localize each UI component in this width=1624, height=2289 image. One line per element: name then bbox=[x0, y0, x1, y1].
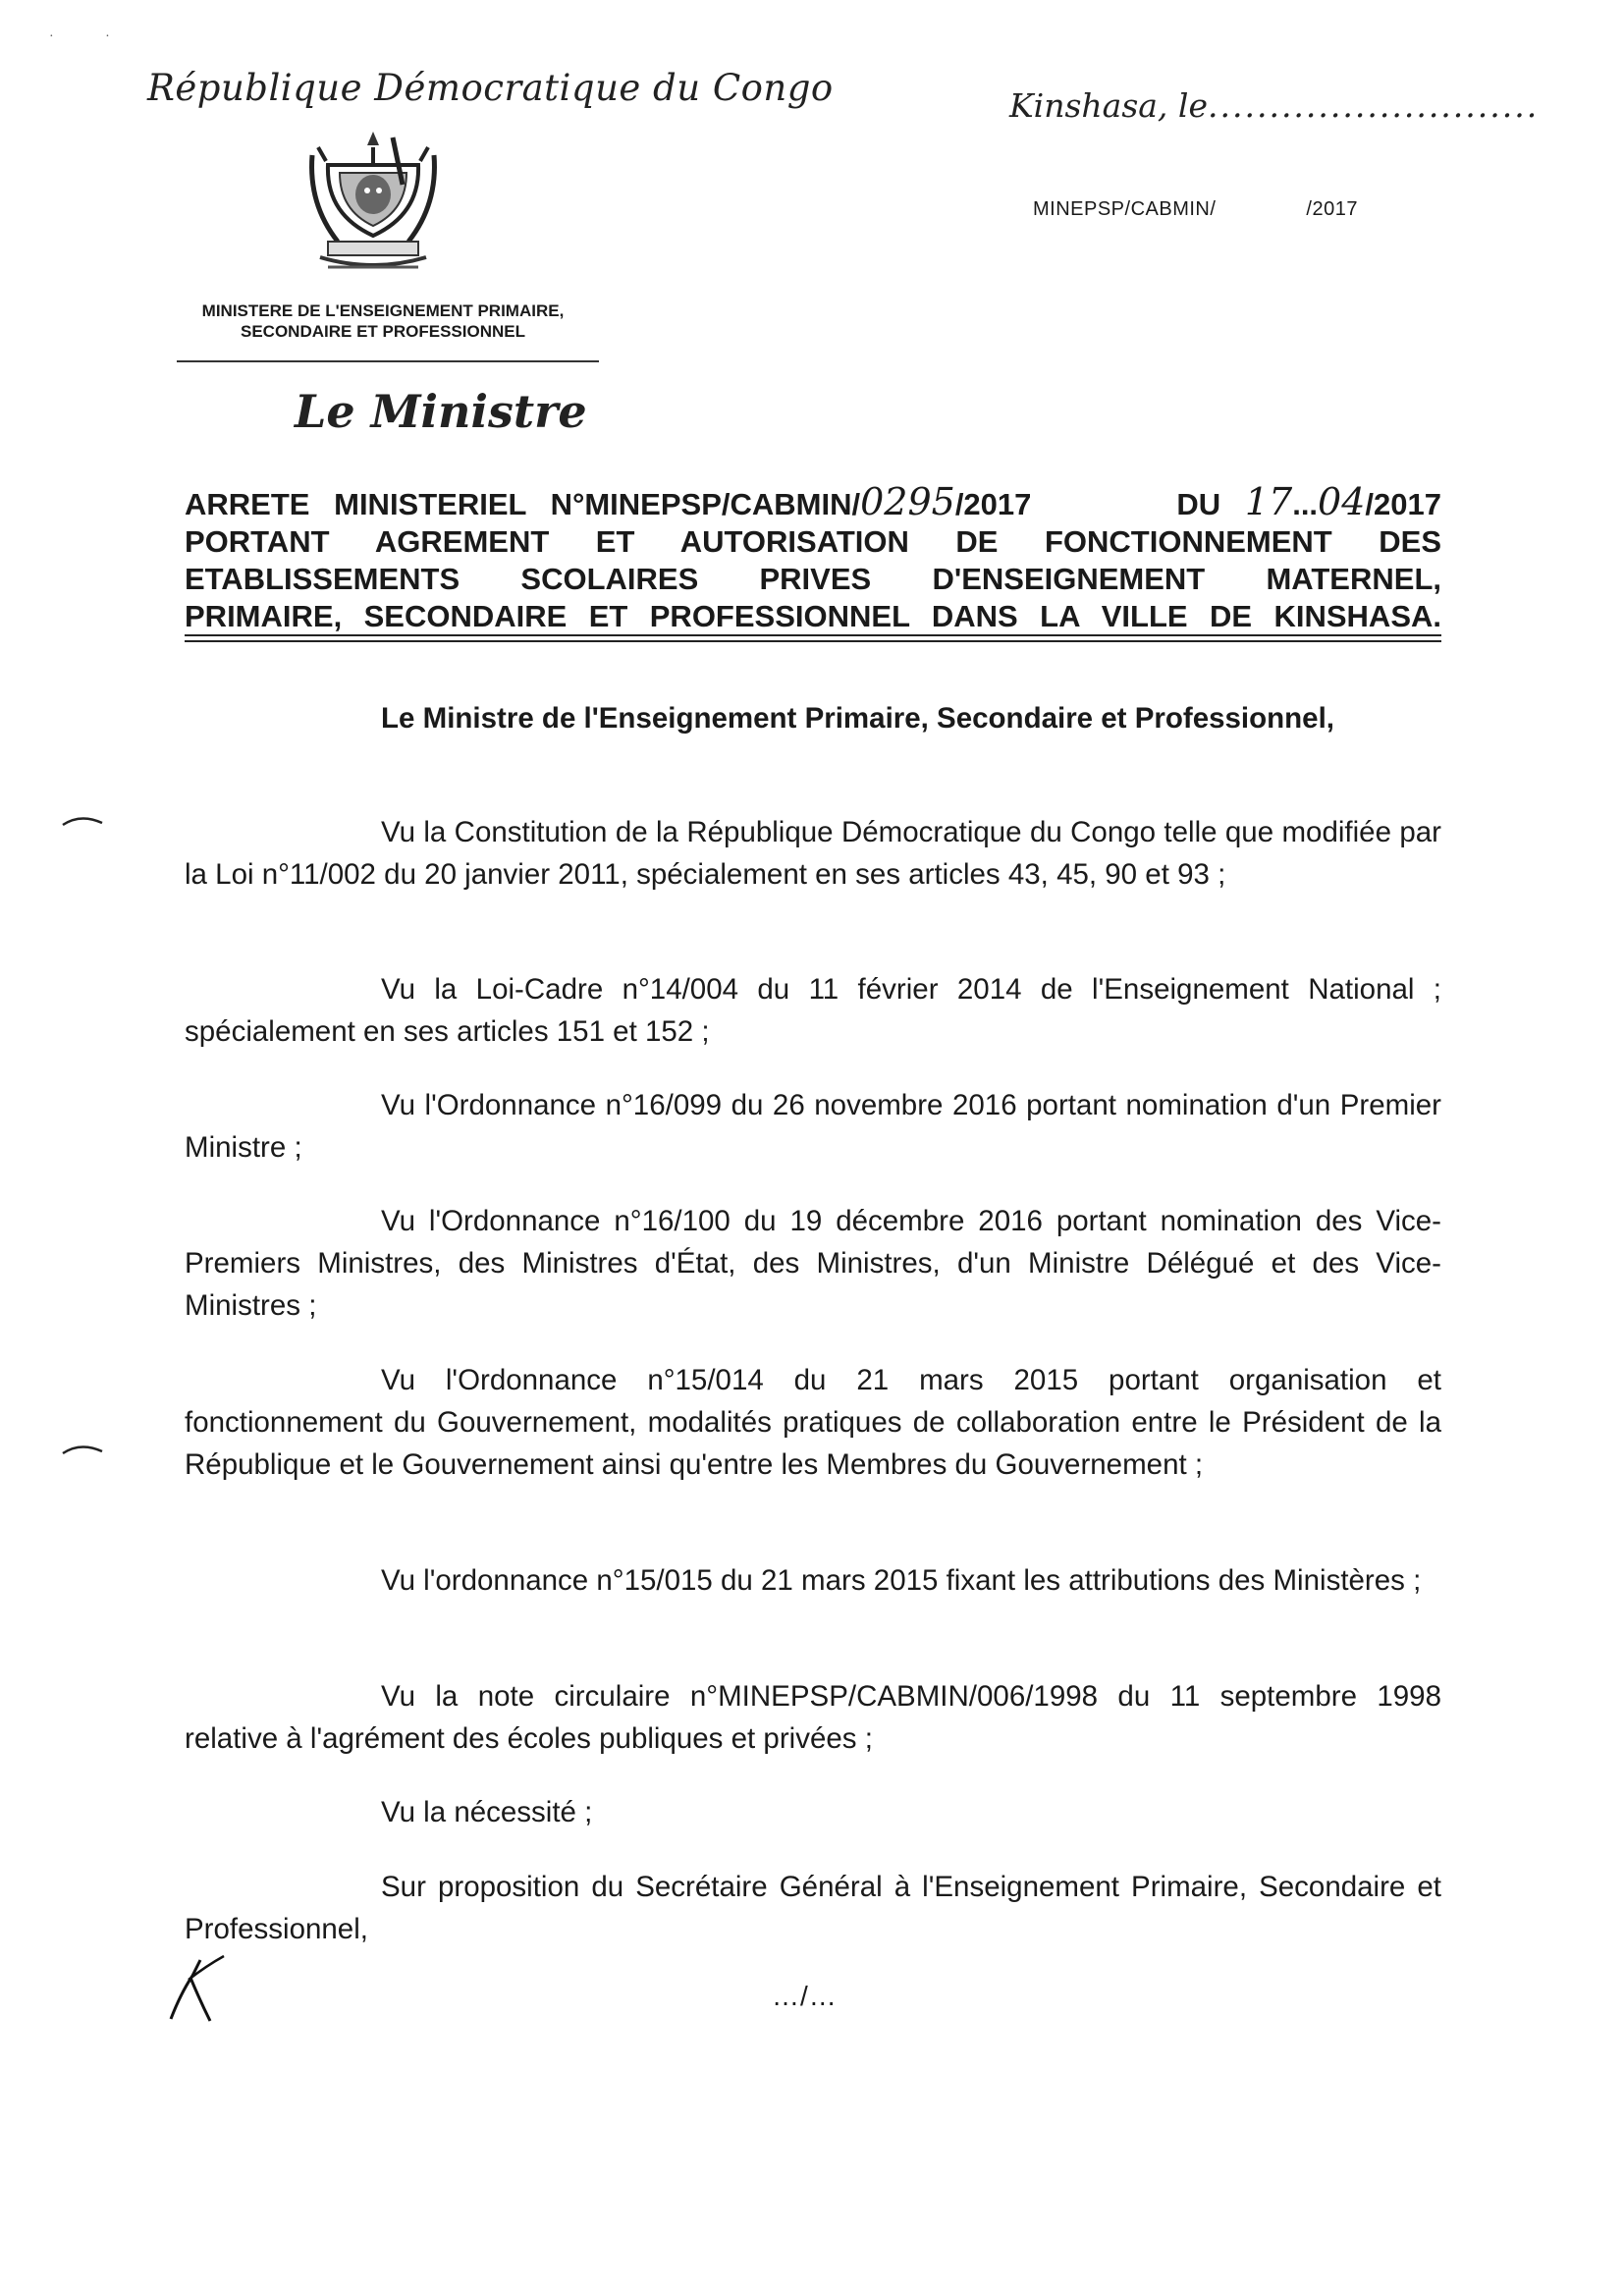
title-underline-second bbox=[185, 640, 1441, 642]
recital-text: Vu la Loi-Cadre n°14/004 du 11 février 2014 de l'Enseignement National ; spécialement en ses articles 151 et 152 ; bbox=[185, 973, 1441, 1048]
decree-title bbox=[185, 480, 1441, 635]
recital-text: Vu la Constitution de la République Démocratique du Congo telle que modifiée par la Loi n°11/002 du 20 janvier 2011, spécialement en ses articles 43, 45, 90 et 93 ; bbox=[185, 816, 1441, 891]
recital-5 bbox=[185, 1359, 1441, 1486]
recital-3 bbox=[185, 1084, 1441, 1169]
title-line-3: ETABLISSEMENTS SCOLAIRES PRIVES D'ENSEIGNEMENT MATERNEL, bbox=[185, 562, 1441, 596]
margin-tick-mark bbox=[61, 813, 104, 827]
handwritten-decree-number: 0295 bbox=[860, 480, 955, 523]
recital-text: Vu l'ordonnance n°15/015 du 21 mars 2015 fixant les attributions des Ministères ; bbox=[381, 1564, 1422, 1597]
signatory-title: Le Ministre bbox=[295, 385, 587, 438]
reference-number bbox=[1033, 198, 1358, 221]
recital-4 bbox=[185, 1200, 1441, 1327]
recital-6 bbox=[185, 1559, 1441, 1602]
recital-7 bbox=[185, 1675, 1441, 1760]
ministry-line-2: SECONDAIRE ET PROFESSIONNEL bbox=[241, 322, 525, 341]
recital-2 bbox=[185, 968, 1441, 1053]
scan-specks: · · bbox=[49, 29, 110, 44]
date-separator: ... bbox=[1292, 487, 1319, 521]
title-line-1 bbox=[185, 480, 1441, 523]
reference-prefix: MINEPSP/CABMIN/ bbox=[1033, 198, 1217, 220]
margin-tick-mark bbox=[61, 1442, 104, 1455]
recital-9 bbox=[185, 1866, 1441, 1950]
coat-of-arms-icon bbox=[298, 126, 448, 279]
recital-text: Vu la nécessité ; bbox=[381, 1796, 593, 1828]
title-line-4: PRIMAIRE, SECONDAIRE ET PROFESSIONNEL DANS LA VILLE DE KINSHASA. bbox=[185, 599, 1441, 633]
ministry-divider bbox=[177, 360, 599, 362]
continuation-mark: …/… bbox=[772, 1981, 838, 2011]
handwritten-initial bbox=[167, 1954, 228, 2025]
decree-date-year: /2017 bbox=[1365, 487, 1441, 521]
country-heading: République Démocratique du Congo bbox=[147, 67, 834, 109]
intro-text: Le Ministre de l'Enseignement Primaire, Secondaire et Professionnel, bbox=[381, 702, 1334, 735]
title-line-2: PORTANT AGREMENT ET AUTORISATION DE FONCTIONNEMENT DES bbox=[185, 524, 1441, 559]
decree-number-prefix: ARRETE MINISTERIEL N°MINEPSP/CABMIN/ bbox=[185, 487, 861, 521]
handwritten-month: 04 bbox=[1318, 480, 1366, 523]
recital-text: Vu l'Ordonnance n°16/099 du 26 novembre 2016 portant nomination d'un Premier Ministre ; bbox=[185, 1089, 1441, 1164]
recital-8 bbox=[185, 1791, 1441, 1833]
recital-text: Vu l'Ordonnance n°16/100 du 19 décembre 2016 portant nomination des Vice-Premiers Ministres, des Ministres d'État, des Ministres, d'un Ministre Délégué et des Vice-Ministres ; bbox=[185, 1205, 1441, 1322]
reference-year: /2017 bbox=[1306, 198, 1358, 220]
ministry-name bbox=[152, 300, 614, 342]
place-date-dots: ........................... bbox=[1208, 86, 1540, 125]
recital-text: Vu la note circulaire n°MINEPSP/CABMIN/006/1998 du 11 septembre 1998 relative à l'agrément des écoles publiques et privées ; bbox=[185, 1680, 1441, 1755]
recital-text: Vu l'Ordonnance n°15/014 du 21 mars 2015 portant organisation et fonctionnement du Gouvernement, modalités pratiques de collaboration entre le Président de la République et le Gouvernement ainsi qu'entre les Membres du Gouvernement ; bbox=[185, 1364, 1441, 1481]
place-date-label: Kinshasa, le bbox=[1009, 86, 1208, 125]
place-date bbox=[1009, 86, 1539, 125]
ministry-line-1: MINISTERE DE L'ENSEIGNEMENT PRIMAIRE, bbox=[201, 301, 565, 320]
recital-1 bbox=[185, 811, 1441, 896]
recital-text: Sur proposition du Secrétaire Général à l'Enseignement Primaire, Secondaire et Professionnel, bbox=[185, 1871, 1441, 1945]
decree-number-year: /2017 bbox=[954, 487, 1032, 521]
title-underline bbox=[185, 634, 1441, 636]
decree-date-prefix: DU bbox=[1176, 487, 1221, 521]
intro-paragraph bbox=[185, 697, 1441, 739]
handwritten-day: 17 bbox=[1244, 480, 1293, 523]
